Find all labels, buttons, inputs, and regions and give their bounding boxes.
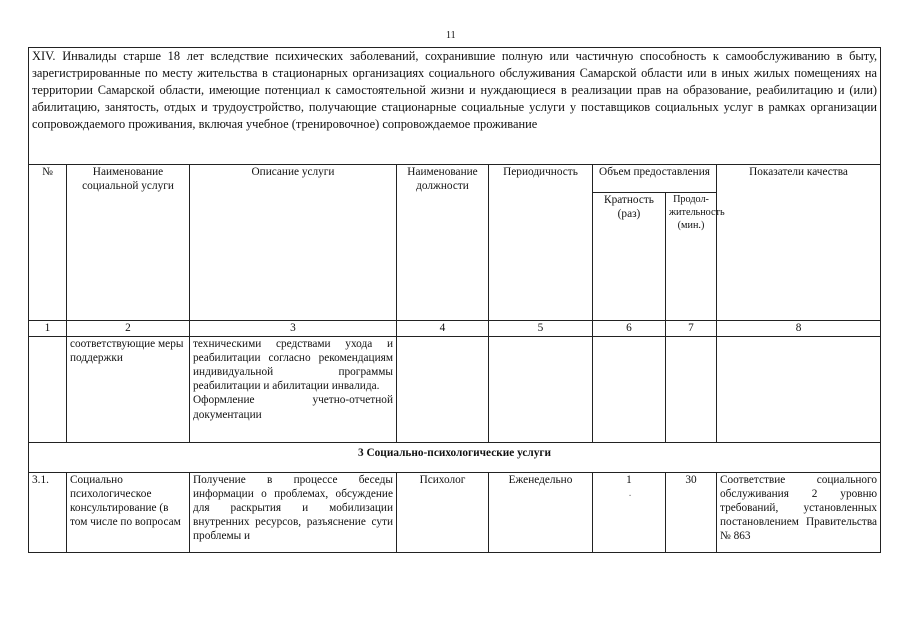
continued-num bbox=[29, 337, 67, 443]
continued-periodicity bbox=[489, 337, 593, 443]
col-number-6: 6 bbox=[593, 321, 666, 337]
service-num: 3.1. bbox=[29, 473, 67, 553]
col-number-4: 4 bbox=[397, 321, 489, 337]
service-quality: Соответствие социального обслуживания 2 уровню требований, установленных постановлением Правительства № 863 bbox=[717, 473, 881, 553]
continued-position bbox=[397, 337, 489, 443]
section-row bbox=[29, 443, 881, 473]
header-position: Наименование должности bbox=[397, 165, 489, 321]
service-periodicity: Еженедельно bbox=[489, 473, 593, 553]
service-multiplicity: 1 bbox=[626, 474, 632, 486]
header-description: Описание услуги bbox=[190, 165, 397, 321]
col-number-8: 8 bbox=[717, 321, 881, 337]
continued-multiplicity bbox=[593, 337, 666, 443]
continued-description-text: техническими средствами ухода и реабилитации согласно рекомендациям индивидуальной программы реабилитации и абилитации инвалида. bbox=[193, 338, 393, 393]
service-row-3-1 bbox=[29, 473, 881, 553]
header-row-1 bbox=[29, 165, 881, 193]
col-number-5: 5 bbox=[489, 321, 593, 337]
continued-service-name: соответствующие меры поддержки bbox=[67, 337, 190, 443]
header-quality: Показатели качества bbox=[717, 165, 881, 321]
continued-description bbox=[190, 337, 397, 443]
service-position: Психолог bbox=[397, 473, 489, 553]
continued-quality bbox=[717, 337, 881, 443]
service-description: Получение в процессе беседы информации о проблемах, обсуждение для раскрытия и мобилизации внутренних ресурсов, разъяснение сути проблемы и bbox=[190, 473, 397, 553]
column-number-row bbox=[29, 321, 881, 337]
services-table bbox=[28, 47, 881, 553]
header-volume: Объем предоставления bbox=[593, 165, 717, 193]
service-multiplicity-cell bbox=[593, 473, 666, 553]
header-periodicity: Периодичность bbox=[489, 165, 593, 321]
header-multiplicity: Кратность (раз) bbox=[593, 193, 666, 321]
header-num: № bbox=[29, 165, 67, 321]
continued-description-docs: Оформление учетно-отчетной документации bbox=[193, 394, 393, 421]
header-duration: Продол-жительность (мин.) bbox=[666, 193, 717, 321]
intro-row bbox=[29, 48, 881, 165]
service-duration: 30 bbox=[666, 473, 717, 553]
continued-duration bbox=[666, 337, 717, 443]
service-name: Социально психологическое консультирование (в том числе по вопросам bbox=[67, 473, 190, 553]
header-service-name: Наименование социальной услуги bbox=[67, 165, 190, 321]
col-number-3: 3 bbox=[190, 321, 397, 337]
col-number-1: 1 bbox=[29, 321, 67, 337]
col-number-2: 2 bbox=[67, 321, 190, 337]
col-number-7: 7 bbox=[666, 321, 717, 337]
page-number: 11 bbox=[446, 30, 456, 41]
section-title: 3 Социально-психологические услуги bbox=[29, 443, 881, 473]
continued-service-row bbox=[29, 337, 881, 443]
scan-speck-icon: · bbox=[628, 491, 632, 503]
category-description: XIV. Инвалиды старше 18 лет вследствие психических заболеваний, сохранившие полную или частичную способность к самообслуживанию в быту, зарегистрированные по месту жительства в стационарных организациях социального обслуживания Самарской области или в иных жилых помещениях на территории Самарской области, имеющие потенциал к самостоятельной жизни и нуждающиеся в реализации прав на образование, реабилитацию и (или) абилитацию, занятость, отдых и трудоустройство, получающие стационарные социальные услуги у поставщиков социальных услуг в рамках организации сопровождаемого проживания, включая учебное (тренировочное) сопровождаемое проживание bbox=[29, 48, 881, 165]
